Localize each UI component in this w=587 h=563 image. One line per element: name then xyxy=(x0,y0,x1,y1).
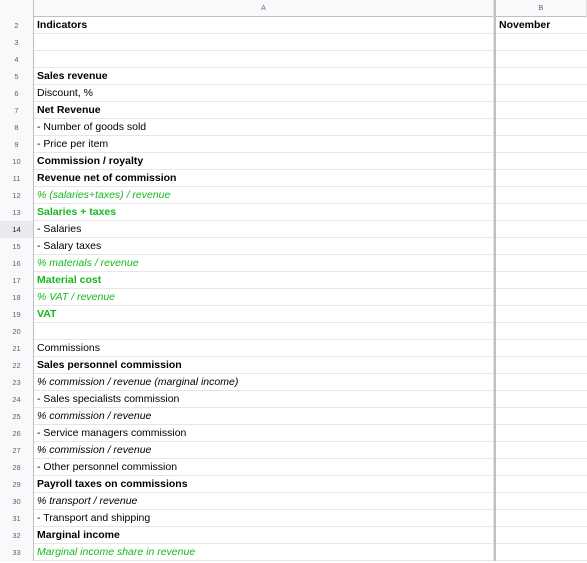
cell-b[interactable] xyxy=(494,136,587,153)
row-header[interactable]: 18 xyxy=(0,289,34,306)
column-header-bar xyxy=(0,0,587,17)
cell-b[interactable] xyxy=(494,442,587,459)
cell-b[interactable] xyxy=(494,544,587,561)
cell-b[interactable] xyxy=(494,51,587,68)
row-header[interactable]: 4 xyxy=(0,51,34,68)
cell-a[interactable]: - Number of goods sold xyxy=(34,119,494,136)
cell-a[interactable]: Sales personnel commission xyxy=(34,357,494,374)
table-row xyxy=(0,442,587,459)
cell-a[interactable]: - Salaries xyxy=(34,221,494,238)
table-row xyxy=(0,527,587,544)
table-row xyxy=(0,357,587,374)
table-row xyxy=(0,187,587,204)
cell-a[interactable]: Sales revenue xyxy=(34,68,494,85)
column-header-b[interactable]: B xyxy=(494,0,587,17)
table-row xyxy=(0,170,587,187)
cell-a[interactable] xyxy=(34,34,494,51)
row-header[interactable]: 15 xyxy=(0,238,34,255)
cell-a[interactable]: % (salaries+taxes) / revenue xyxy=(34,187,494,204)
row-header[interactable]: 8 xyxy=(0,119,34,136)
row-header[interactable]: 28 xyxy=(0,459,34,476)
cell-b[interactable] xyxy=(494,68,587,85)
cell-b[interactable] xyxy=(494,476,587,493)
cell-a[interactable]: % commission / revenue xyxy=(34,442,494,459)
table-row xyxy=(0,425,587,442)
table-row xyxy=(0,17,587,34)
table-row xyxy=(0,51,587,68)
table-row xyxy=(0,493,587,510)
cell-b[interactable] xyxy=(494,357,587,374)
cell-b[interactable] xyxy=(494,34,587,51)
cell-a[interactable]: Commission / royalty xyxy=(34,153,494,170)
row-header[interactable]: 31 xyxy=(0,510,34,527)
cell-b[interactable] xyxy=(494,85,587,102)
table-row xyxy=(0,374,587,391)
row-header[interactable]: 16 xyxy=(0,255,34,272)
cell-b[interactable] xyxy=(494,374,587,391)
cell-a[interactable]: - Price per item xyxy=(34,136,494,153)
row-header[interactable]: 33 xyxy=(0,544,34,561)
row-header[interactable]: 5 xyxy=(0,68,34,85)
row-header[interactable]: 13 xyxy=(0,204,34,221)
table-row xyxy=(0,153,587,170)
cell-b[interactable] xyxy=(494,408,587,425)
table-row xyxy=(0,221,587,238)
cell-b[interactable] xyxy=(494,527,587,544)
cell-b[interactable] xyxy=(494,153,587,170)
table-row xyxy=(0,289,587,306)
cell-b[interactable] xyxy=(494,255,587,272)
row-header[interactable]: 11 xyxy=(0,170,34,187)
cell-b[interactable] xyxy=(494,493,587,510)
select-all-corner[interactable] xyxy=(0,0,34,17)
cell-b[interactable] xyxy=(494,102,587,119)
cell-b[interactable] xyxy=(494,289,587,306)
cell-a[interactable]: Salaries + taxes xyxy=(34,204,494,221)
cell-b[interactable] xyxy=(494,391,587,408)
cell-b[interactable]: November xyxy=(494,17,587,34)
cell-a[interactable]: Net Revenue xyxy=(34,102,494,119)
row-header[interactable]: 19 xyxy=(0,306,34,323)
row-header[interactable]: 22 xyxy=(0,357,34,374)
cell-a[interactable]: % commission / revenue (marginal income) xyxy=(34,374,494,391)
cell-a[interactable]: - Sales specialists commission xyxy=(34,391,494,408)
row-header[interactable]: 24 xyxy=(0,391,34,408)
cell-b[interactable] xyxy=(494,340,587,357)
cell-a[interactable]: - Service managers commission xyxy=(34,425,494,442)
cell-a[interactable]: Payroll taxes on commissions xyxy=(34,476,494,493)
cell-b[interactable] xyxy=(494,204,587,221)
sheet-grid xyxy=(0,17,587,561)
table-row xyxy=(0,85,587,102)
cell-a[interactable]: - Salary taxes xyxy=(34,238,494,255)
cell-a[interactable] xyxy=(34,51,494,68)
table-row xyxy=(0,272,587,289)
table-row xyxy=(0,136,587,153)
cell-b[interactable] xyxy=(494,459,587,476)
table-row xyxy=(0,34,587,51)
cell-b[interactable] xyxy=(494,510,587,527)
cell-a[interactable]: VAT xyxy=(34,306,494,323)
row-header[interactable]: 7 xyxy=(0,102,34,119)
cell-a[interactable] xyxy=(34,323,494,340)
cell-a[interactable]: % transport / revenue xyxy=(34,493,494,510)
cell-b[interactable] xyxy=(494,221,587,238)
cell-a[interactable]: Indicators xyxy=(34,17,494,34)
table-row xyxy=(0,510,587,527)
row-header[interactable]: 27 xyxy=(0,442,34,459)
row-header[interactable]: 30 xyxy=(0,493,34,510)
row-header[interactable]: 21 xyxy=(0,340,34,357)
cell-a[interactable]: Marginal income xyxy=(34,527,494,544)
column-header-a[interactable]: A xyxy=(34,0,494,17)
row-header[interactable]: 17 xyxy=(0,272,34,289)
cell-b[interactable] xyxy=(494,425,587,442)
table-row xyxy=(0,544,587,561)
table-row xyxy=(0,119,587,136)
cell-b[interactable] xyxy=(494,323,587,340)
row-header[interactable]: 3 xyxy=(0,34,34,51)
cell-a[interactable]: % materials / revenue xyxy=(34,255,494,272)
cell-b[interactable] xyxy=(494,306,587,323)
row-header[interactable]: 29 xyxy=(0,476,34,493)
table-row xyxy=(0,408,587,425)
cell-a[interactable]: Marginal income share in revenue xyxy=(34,544,494,561)
cell-a[interactable]: Discount, % xyxy=(34,85,494,102)
row-header[interactable]: 9 xyxy=(0,136,34,153)
table-row xyxy=(0,68,587,85)
table-row xyxy=(0,102,587,119)
cell-b[interactable] xyxy=(494,119,587,136)
cell-a[interactable]: Material cost xyxy=(34,272,494,289)
row-header[interactable]: 26 xyxy=(0,425,34,442)
cell-a[interactable]: % commission / revenue xyxy=(34,408,494,425)
cell-b[interactable] xyxy=(494,187,587,204)
cell-a[interactable]: % VAT / revenue xyxy=(34,289,494,306)
cell-b[interactable] xyxy=(494,170,587,187)
table-row xyxy=(0,391,587,408)
cell-b[interactable] xyxy=(494,272,587,289)
table-row xyxy=(0,238,587,255)
row-header[interactable]: 25 xyxy=(0,408,34,425)
row-header[interactable]: 12 xyxy=(0,187,34,204)
row-header[interactable]: 23 xyxy=(0,374,34,391)
table-row xyxy=(0,340,587,357)
table-row xyxy=(0,459,587,476)
cell-a[interactable]: - Transport and shipping xyxy=(34,510,494,527)
row-header[interactable]: 10 xyxy=(0,153,34,170)
cell-b[interactable] xyxy=(494,238,587,255)
table-row xyxy=(0,323,587,340)
table-row xyxy=(0,476,587,493)
row-header[interactable]: 2 xyxy=(0,17,34,34)
table-row xyxy=(0,306,587,323)
row-header[interactable]: 14 xyxy=(0,221,34,238)
cell-a[interactable]: Commissions xyxy=(34,340,494,357)
cell-a[interactable]: Revenue net of commission xyxy=(34,170,494,187)
row-header[interactable]: 6 xyxy=(0,85,34,102)
cell-a[interactable]: - Other personnel commission xyxy=(34,459,494,476)
row-header[interactable]: 20 xyxy=(0,323,34,340)
row-header[interactable]: 32 xyxy=(0,527,34,544)
table-row xyxy=(0,204,587,221)
table-row xyxy=(0,255,587,272)
